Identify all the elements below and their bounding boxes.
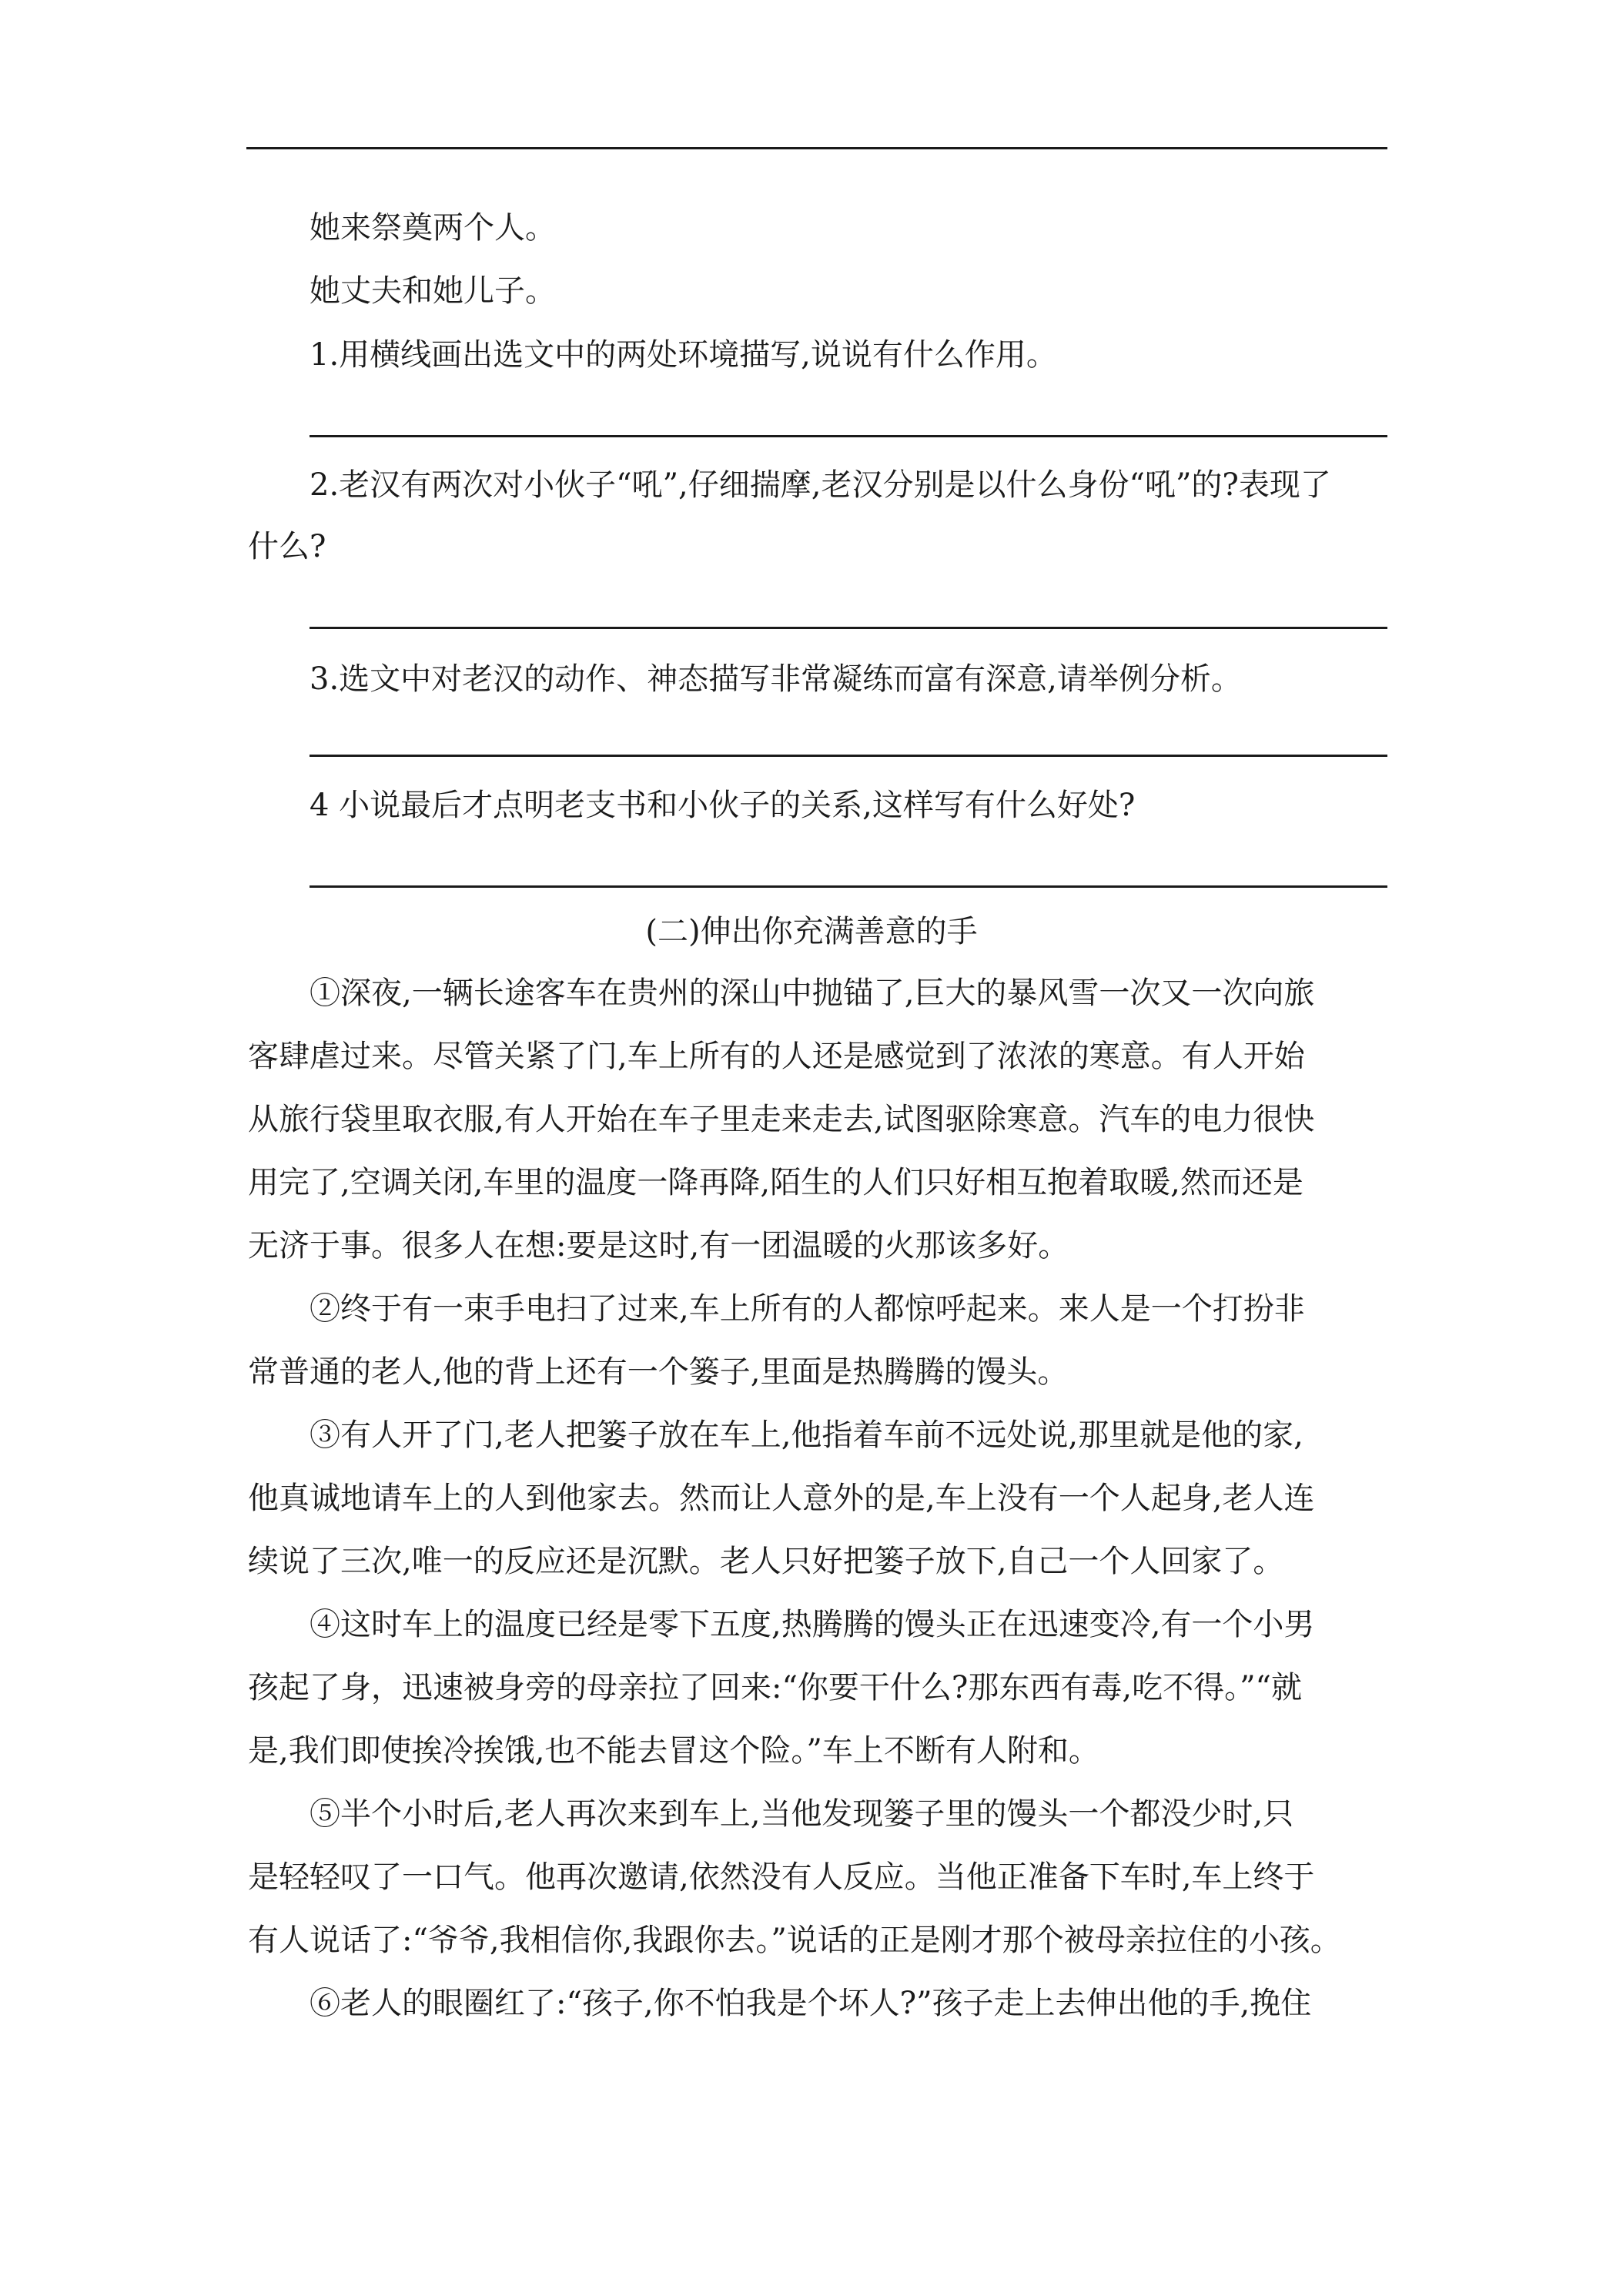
question-2: 2.老汉有两次对小伙子“吼”,仔细揣摩,老汉分别是以什么身份“吼”的?表现了	[310, 467, 1331, 503]
paragraph-line: 客肆虐过来。尽管关紧了门,车上所有的人还是感觉到了浓浓的寒意。有人开始	[248, 1039, 1305, 1074]
question-1: 1.用横线画出选文中的两处环境描写,说说有什么作用。	[310, 337, 1057, 373]
question-2-continued: 什么?	[248, 529, 326, 564]
paragraph-line: 有人说话了:“爷爷,我相信你,我跟你去。”说话的正是刚才那个被母亲拉住的小孩。	[248, 1923, 1341, 1958]
paragraph-line: 续说了三次,唯一的反应还是沉默。老人只好把篓子放下,自己一个人回家了。	[248, 1544, 1284, 1579]
paragraph-line: 孩起了身，迅速被身旁的母亲拉了回来:“你要干什么?那东西有毒,吃不得。”“就	[248, 1670, 1302, 1705]
paragraph-line: 是,我们即使挨冷挨饿,也不能去冒这个险。”车上不断有人附和。	[248, 1733, 1099, 1769]
header-rule	[246, 147, 1387, 149]
paragraph-line: 用完了,空调关闭,车里的温度一降再降,陌生的人们只好相互抱着取暖,然而还是	[248, 1165, 1303, 1200]
paragraph-line: 他真诚地请车上的人到他家去。然而让人意外的是,车上没有一个人起身,老人连	[248, 1481, 1315, 1516]
answer-line[interactable]	[310, 885, 1387, 888]
paragraph-line: ①深夜,一辆长途客车在贵州的深山中抛锚了,巨大的暴风雪一次又一次向旅	[310, 976, 1315, 1011]
paragraph-line: 从旅行袋里取衣服,有人开始在车子里走来走去,试图驱除寒意。汽车的电力很快	[248, 1102, 1315, 1137]
question-4: 4 小说最后才点明老支书和小伙子的关系,这样写有什么好处?	[310, 788, 1136, 823]
paragraph-line: ④这时车上的温度已经是零下五度,热腾腾的馒头正在迅速变冷,有一个小男	[310, 1607, 1315, 1642]
question-3: 3.选文中对老汉的动作、神态描写非常凝练而富有深意,请举例分析。	[310, 661, 1242, 697]
paragraph-line: 常普通的老人,他的背上还有一个篓子,里面是热腾腾的馒头。	[248, 1354, 1069, 1390]
answer-line[interactable]	[310, 435, 1387, 437]
paragraph-line: ②终于有一束手电扫了过来,车上所有的人都惊呼起来。来人是一个打扮非	[310, 1291, 1305, 1327]
section-title: (二)伸出你充满善意的手	[645, 914, 978, 949]
answer-line[interactable]	[310, 755, 1387, 757]
passage-line: 她丈夫和她儿子。	[310, 273, 556, 309]
paragraph-line: ⑤半个小时后,老人再次来到车上,当他发现篓子里的馒头一个都没少时,只	[310, 1796, 1294, 1832]
paragraph-line: 无济于事。很多人在想:要是这时,有一团温暖的火那该多好。	[248, 1228, 1069, 1263]
paragraph-line: 是轻轻叹了一口气。他再次邀请,依然没有人反应。当他正准备下车时,车上终于	[248, 1859, 1315, 1895]
passage-line: 她来祭奠两个人。	[310, 210, 556, 246]
answer-line[interactable]	[310, 627, 1387, 629]
paragraph-line: ③有人开了门,老人把篓子放在车上,他指着车前不远处说,那里就是他的家,	[310, 1417, 1303, 1453]
paragraph-line: ⑥老人的眼圈红了:“孩子,你不怕我是个坏人?”孩子走上去伸出他的手,挽住	[310, 1986, 1312, 2021]
